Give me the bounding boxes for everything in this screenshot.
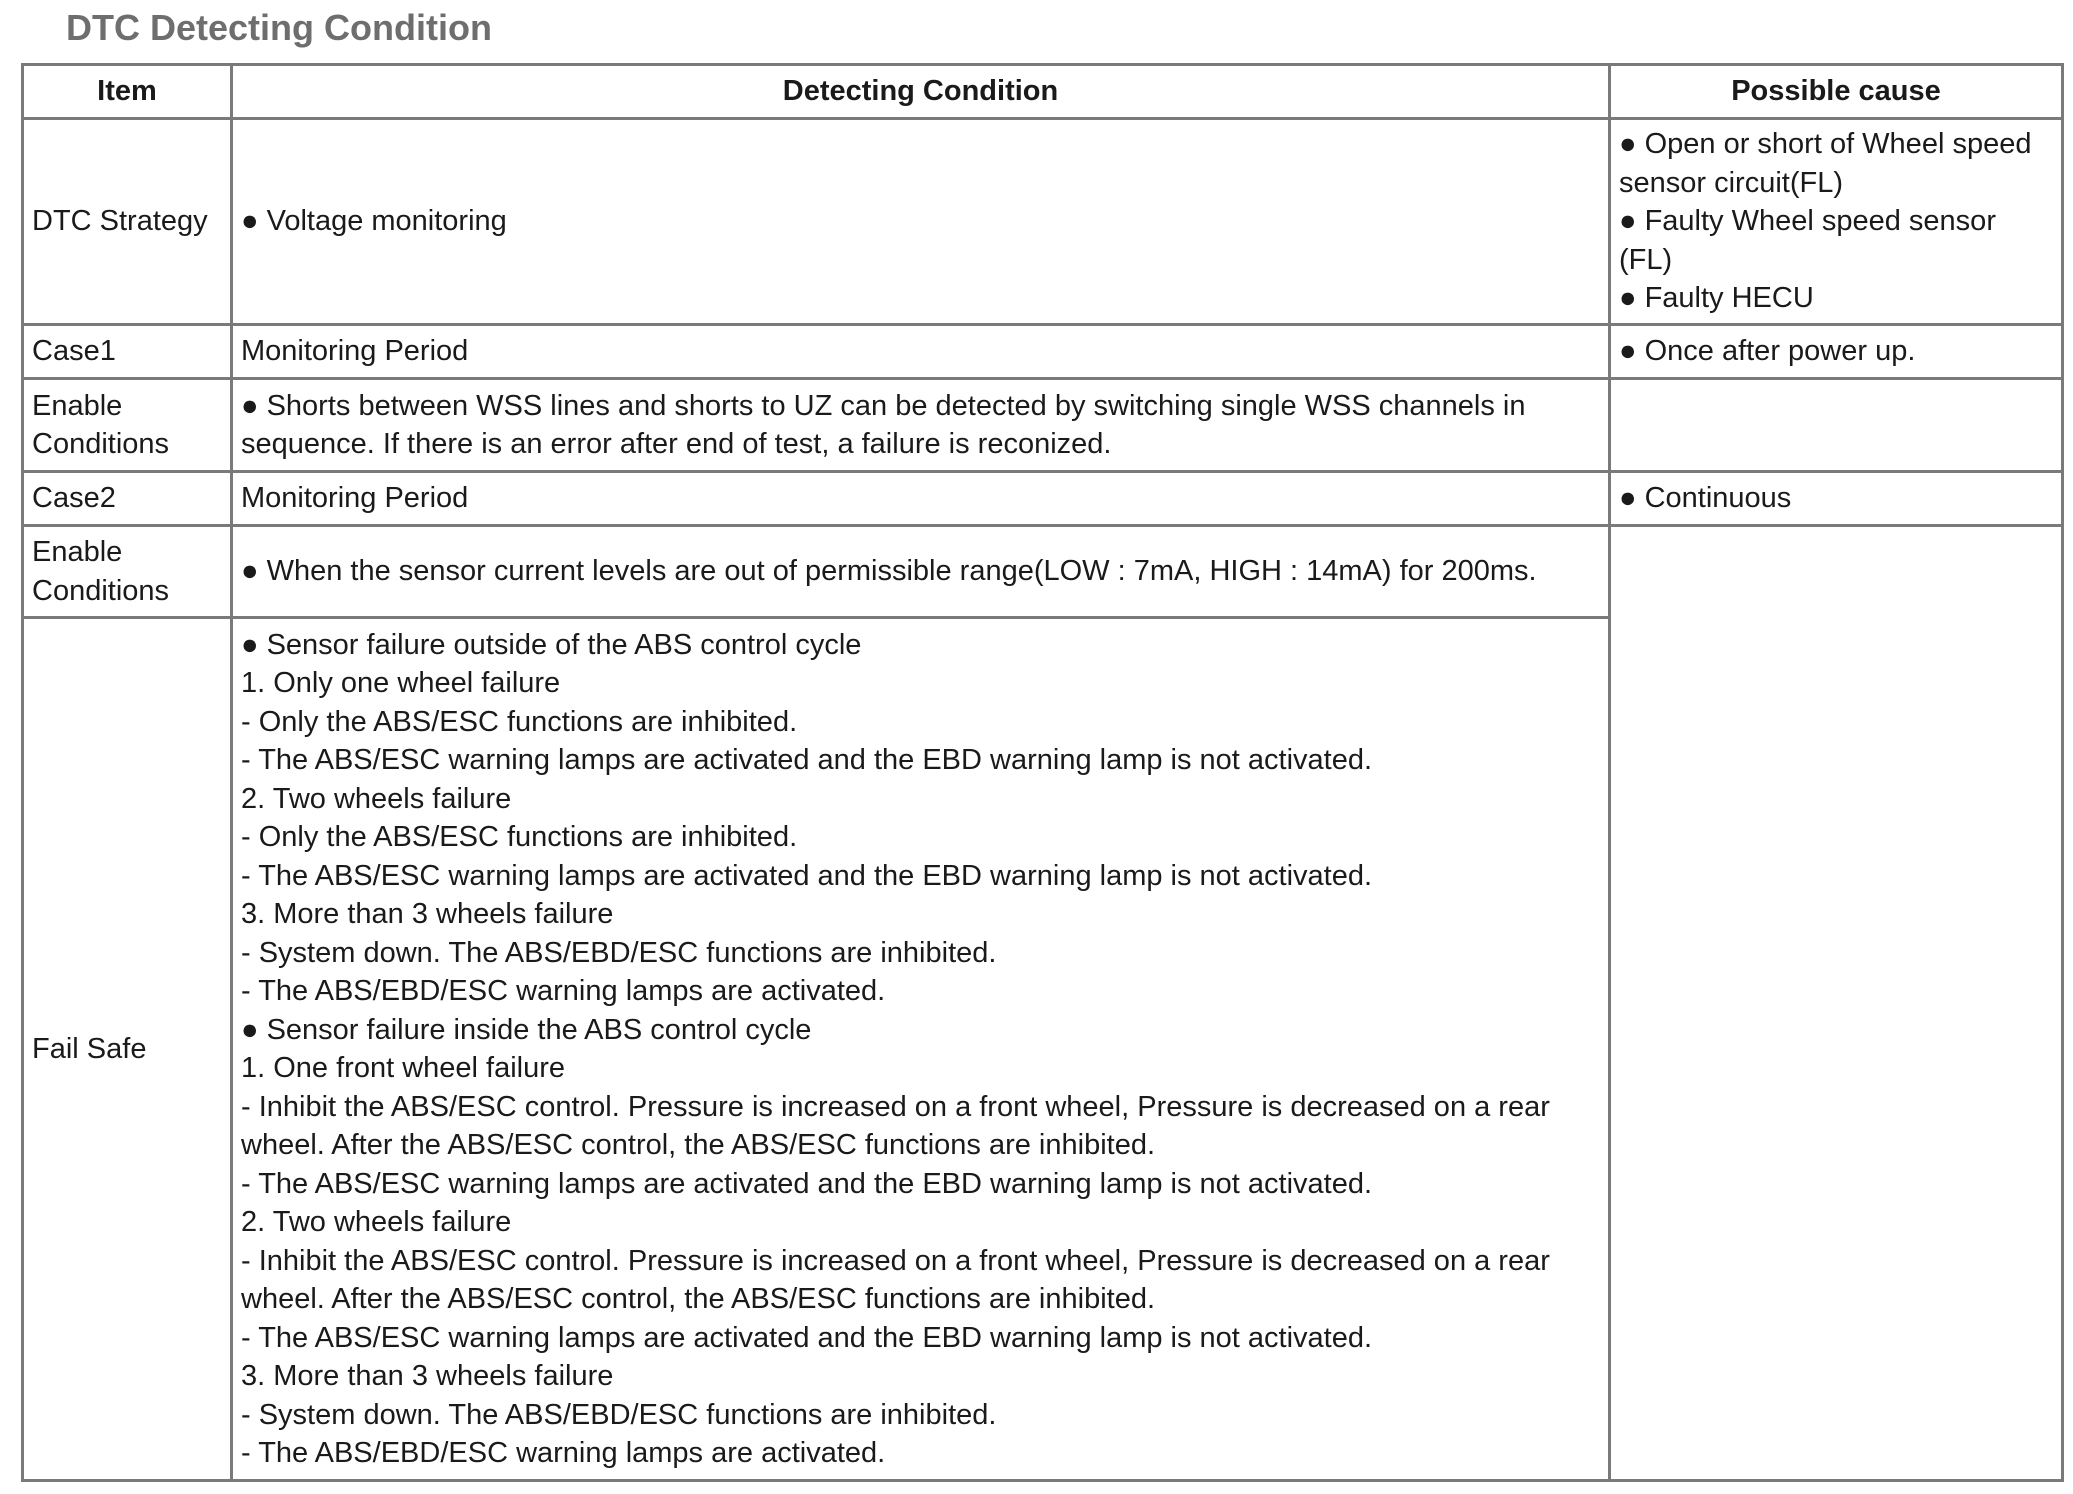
condition-line: - The ABS/ESC warning lamps are activated and the EBD warning lamp is not activated. [241, 1167, 1373, 1200]
item-cell [23, 618, 232, 1481]
condition-line: wheel. After the ABS/ESC control, the ABS/ESC functions are inhibited. [241, 1283, 1156, 1315]
item-cell [23, 119, 232, 325]
header-item: Item [23, 65, 232, 119]
condition-line: - System down. The ABS/EBD/ESC functions are inhibited. [241, 936, 997, 969]
condition-line: - Inhibit the ABS/ESC control. Pressure is increased on a front wheel, Pressure is decreased on a rear [241, 1090, 1550, 1123]
item-cell [23, 472, 232, 526]
cause-cell-empty [1610, 379, 2063, 472]
item-label: Case1 [32, 335, 116, 368]
item-label: Case2 [32, 482, 116, 515]
page-title: DTC Detecting Condition [66, 7, 492, 48]
condition-cell [232, 472, 1610, 526]
header-possible-cause: Possible cause [1610, 65, 2063, 119]
condition-line: 3. More than 3 wheels failure [241, 1360, 614, 1392]
item-cell [23, 526, 232, 618]
condition-line: - The ABS/EBD/ESC warning lamps are activated. [241, 1437, 886, 1469]
dtc-condition-table [21, 63, 2064, 1482]
cause-line: ● Faulty Wheel speed sensor [1619, 205, 1996, 238]
item-cell [23, 379, 232, 472]
condition-line: ● Sensor failure inside the ABS control cycle [241, 1013, 812, 1046]
condition-text: ● Voltage monitoring [241, 205, 507, 238]
condition-line: 2. Two wheels failure [241, 1206, 512, 1238]
condition-text: Monitoring Period [241, 335, 469, 368]
condition-line: - Inhibit the ABS/ESC control. Pressure is increased on a front wheel, Pressure is decreased on a rear [241, 1244, 1550, 1277]
condition-line: 3. More than 3 wheels failure [241, 898, 614, 930]
item-label: DTC Strategy [32, 205, 208, 238]
condition-line: - The ABS/ESC warning lamps are activated and the EBD warning lamp is not activated. [241, 1321, 1373, 1354]
condition-line: - Only the ABS/ESC functions are inhibited. [241, 705, 798, 738]
condition-line: 2. Two wheels failure [241, 782, 512, 815]
condition-cell [232, 618, 1610, 1481]
condition-cell [232, 379, 1610, 472]
cause-line: ● Faulty HECU [1619, 282, 1814, 315]
item-label: Conditions [32, 428, 170, 460]
table-row-enable-conditions-1 [23, 379, 2063, 472]
condition-cell [232, 119, 1610, 325]
cause-cell-empty [1610, 526, 2063, 1481]
condition-line: 1. One front wheel failure [241, 1052, 566, 1084]
table-row-dtc-strategy [23, 119, 2063, 325]
condition-line: - The ABS/ESC warning lamps are activated and the EBD warning lamp is not activated. [241, 859, 1373, 892]
condition-line: 1. Only one wheel failure [241, 667, 561, 699]
cause-line: ● Once after power up. [1619, 335, 1916, 368]
table-row-enable-conditions-2 [23, 526, 2063, 618]
condition-cell [232, 526, 1610, 618]
condition-line: - System down. The ABS/EBD/ESC functions are inhibited. [241, 1398, 997, 1431]
condition-text: ● When the sensor current levels are out of permissible range(LOW : 7mA, HIGH : 14mA) for 200ms. [241, 555, 1537, 588]
condition-line: ● Sensor failure outside of the ABS control cycle [241, 628, 862, 661]
item-label: Enable [32, 536, 123, 568]
condition-text: Monitoring Period [241, 482, 469, 515]
header-detecting-condition: Detecting Condition [232, 65, 1610, 119]
item-cell [23, 325, 232, 379]
condition-cell [232, 325, 1610, 379]
cause-cell [1610, 119, 2063, 325]
cause-line: ● Continuous [1619, 482, 1792, 515]
condition-line: ● Shorts between WSS lines and shorts to UZ can be detected by switching single WSS channels in [241, 389, 1526, 422]
condition-line: - The ABS/EBD/ESC warning lamps are activated. [241, 975, 886, 1007]
condition-line: - Only the ABS/ESC functions are inhibited. [241, 821, 798, 853]
condition-line: wheel. After the ABS/ESC control, the ABS/ESC functions are inhibited. [241, 1129, 1156, 1161]
table-row-case1 [23, 325, 2063, 379]
table-header-row [23, 65, 2063, 119]
cause-line: sensor circuit(FL) [1619, 166, 1843, 199]
condition-line: sequence. If there is an error after end of test, a failure is reconized. [241, 428, 1112, 460]
cause-line: (FL) [1619, 243, 1673, 276]
table-row-case2 [23, 472, 2063, 526]
cause-cell [1610, 325, 2063, 379]
cause-cell [1610, 472, 2063, 526]
item-label: Conditions [32, 574, 170, 607]
cause-line: ● Open or short of Wheel speed [1619, 128, 2032, 161]
item-label: Enable [32, 389, 123, 422]
condition-line: - The ABS/ESC warning lamps are activated and the EBD warning lamp is not activated. [241, 744, 1373, 776]
item-label: Fail Safe [32, 1032, 147, 1065]
